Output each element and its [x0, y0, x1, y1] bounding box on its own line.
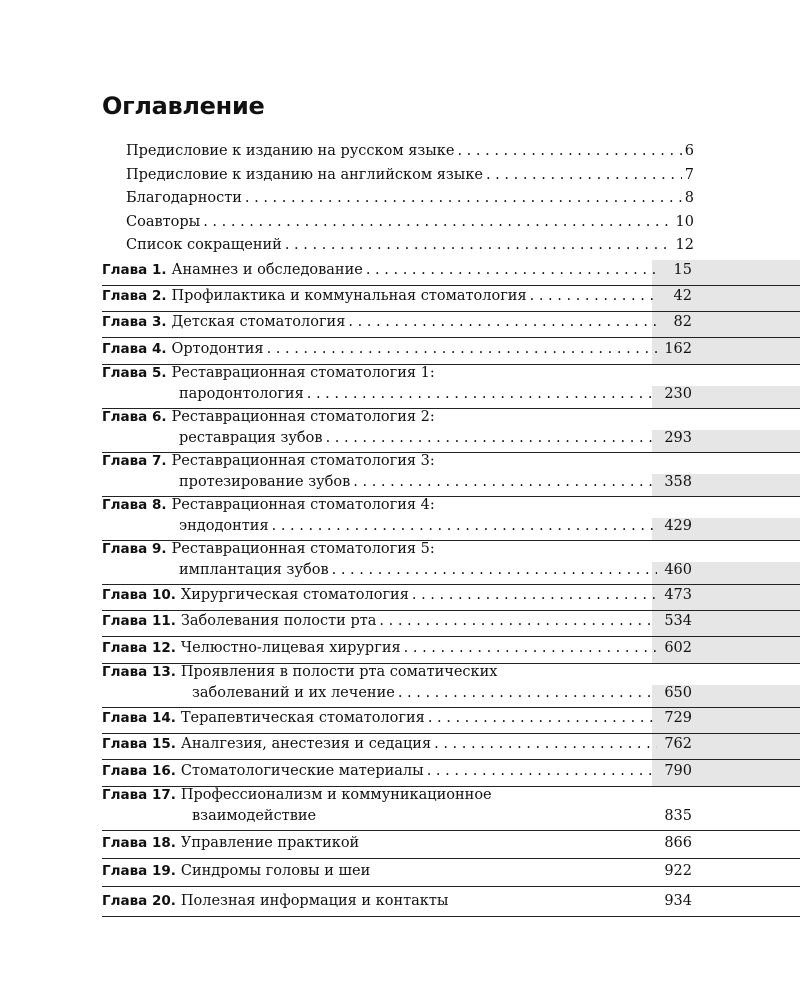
chapter-line — [102, 365, 800, 386]
dot-leader — [379, 613, 657, 629]
chapter-title: Профессионализм и коммуникационное — [180, 787, 492, 803]
chapter-row[interactable] — [102, 453, 800, 497]
chapter-line — [102, 587, 692, 609]
dot-leader — [404, 640, 657, 656]
dot-leader — [428, 710, 657, 726]
page-number: 473 — [664, 587, 692, 603]
page-number: 6 — [684, 143, 694, 159]
chapter-row[interactable] — [102, 409, 800, 453]
chapter-title: Синдромы головы и шеи — [180, 863, 371, 879]
chapter-title: Детская стоматология — [171, 314, 346, 330]
chapter-label: Глава 9. — [102, 541, 167, 557]
page-number: 922 — [664, 863, 692, 879]
chapter-label: Глава 19. — [102, 863, 176, 879]
chapter-line — [102, 262, 692, 284]
chapter-line — [102, 314, 692, 336]
chapter-title: Аналгезия, анестезия и седация — [180, 736, 432, 752]
chapter-row[interactable] — [102, 831, 800, 859]
chapter-line-continued — [102, 562, 692, 584]
chapter-row[interactable] — [102, 585, 800, 611]
chapter-line — [102, 541, 800, 562]
dot-leader — [326, 430, 657, 446]
chapter-row[interactable] — [102, 637, 800, 664]
chapter-row[interactable] — [102, 734, 800, 760]
dot-leader — [203, 214, 672, 230]
chapter-label: Глава 11. — [102, 613, 176, 629]
chapter-title: Стоматологические материалы — [180, 763, 424, 779]
chapter-line — [102, 787, 800, 808]
chapter-title: Челюстно-лицевая хирургия — [180, 640, 401, 656]
chapter-row[interactable] — [102, 760, 800, 787]
front-matter-item[interactable] — [126, 190, 694, 214]
page-number: 12 — [675, 237, 694, 253]
chapter-row[interactable] — [102, 787, 800, 831]
chapter-title: Полезная информация и контакты — [180, 893, 449, 909]
dot-leader — [272, 518, 657, 534]
front-matter-item[interactable] — [126, 214, 694, 238]
dot-leader — [353, 474, 657, 490]
chapter-title: Проявления в полости рта соматических — [180, 664, 498, 680]
dot-leader — [245, 190, 682, 206]
chapter-line — [102, 664, 800, 685]
dot-leader — [427, 763, 657, 779]
chapter-title-continued: эндодонтия — [179, 518, 269, 534]
page-number: 293 — [664, 430, 692, 446]
chapter-line — [102, 409, 800, 430]
page-number: 934 — [664, 893, 692, 909]
chapter-label: Глава 17. — [102, 787, 176, 803]
front-matter-item[interactable] — [126, 237, 694, 261]
chapter-row[interactable] — [102, 541, 800, 585]
chapter-title: Терапевтическая стоматология — [180, 710, 425, 726]
page-number: 866 — [664, 835, 692, 851]
chapter-row[interactable] — [102, 497, 800, 541]
chapter-line — [102, 893, 692, 915]
chapter-label: Глава 13. — [102, 664, 176, 680]
chapter-line-continued — [102, 685, 692, 707]
chapter-label: Глава 7. — [102, 453, 167, 469]
dot-leader — [398, 685, 657, 701]
dot-leader — [434, 736, 657, 752]
chapter-line — [102, 863, 692, 885]
chapter-label: Глава 14. — [102, 710, 176, 726]
chapter-label: Глава 5. — [102, 365, 167, 381]
chapter-line — [102, 736, 692, 758]
dot-leader — [412, 587, 657, 603]
chapter-label: Глава 15. — [102, 736, 176, 752]
chapter-line — [102, 613, 692, 635]
chapter-line — [102, 763, 692, 785]
chapter-line — [102, 497, 800, 518]
chapter-row[interactable] — [102, 859, 800, 887]
page-number: 82 — [673, 314, 692, 330]
entry-title: Предисловие к изданию на русском языке — [126, 143, 455, 159]
dot-leader — [348, 314, 657, 330]
page-title: Оглавление — [102, 92, 265, 120]
chapter-line — [102, 640, 692, 662]
chapter-title: Реставрационная стоматология 3: — [171, 453, 435, 469]
dot-leader — [486, 167, 682, 183]
front-matter-list — [126, 143, 694, 261]
chapter-line — [102, 288, 692, 310]
chapter-line-continued — [102, 474, 692, 496]
chapter-label: Глава 1. — [102, 262, 167, 278]
chapter-title-continued: реставрация зубов — [179, 430, 323, 446]
chapter-row[interactable] — [102, 708, 800, 734]
chapter-title: Анамнез и обследование — [171, 262, 363, 278]
chapter-title-continued: заболеваний и их лечение — [192, 685, 395, 701]
chapter-line-continued — [102, 386, 692, 408]
page-number: 42 — [673, 288, 692, 304]
dot-leader — [366, 262, 657, 278]
chapter-row[interactable] — [102, 338, 800, 365]
chapter-label: Глава 20. — [102, 893, 176, 909]
page-number: 650 — [664, 685, 692, 701]
chapter-line — [102, 835, 692, 857]
chapter-title-continued: имплантация зубов — [179, 562, 329, 578]
dot-leader — [307, 386, 657, 402]
chapter-row[interactable] — [102, 286, 800, 312]
chapter-line-continued — [102, 518, 692, 540]
page-number: 835 — [664, 808, 692, 824]
chapter-line-continued — [102, 808, 692, 830]
page-number: 10 — [675, 213, 694, 230]
page-number: 358 — [664, 474, 692, 490]
chapter-row[interactable] — [102, 664, 800, 708]
page-number: 790 — [664, 763, 692, 779]
dot-leader — [267, 341, 657, 357]
entry-title: Предисловие к изданию на английском языке — [126, 166, 483, 183]
dot-leader — [332, 562, 657, 578]
page-number: 460 — [664, 562, 692, 578]
chapter-title: Управление практикой — [180, 835, 360, 851]
page-number: 162 — [664, 341, 692, 357]
page-number: 534 — [664, 613, 692, 629]
chapter-label: Глава 16. — [102, 763, 176, 779]
dot-leader — [530, 288, 657, 304]
page-number: 230 — [664, 386, 692, 402]
front-matter-item[interactable] — [126, 167, 694, 191]
chapter-title: Заболевания полости рта — [180, 613, 377, 629]
page-number: 729 — [664, 710, 692, 726]
chapter-line — [102, 710, 692, 732]
chapter-title-continued: пародонтология — [179, 386, 304, 402]
chapter-label: Глава 4. — [102, 341, 167, 357]
chapter-label: Глава 6. — [102, 409, 167, 425]
entry-title: Список сокращений — [126, 237, 282, 253]
chapter-line — [102, 453, 800, 474]
entry-title: Благодарности — [126, 190, 242, 206]
chapter-label: Глава 3. — [102, 314, 167, 330]
chapter-title: Хирургическая стоматология — [180, 587, 409, 603]
chapter-row[interactable] — [102, 365, 800, 409]
chapter-row[interactable] — [102, 611, 800, 637]
chapter-title: Реставрационная стоматология 2: — [171, 409, 435, 425]
page-number: 7 — [684, 166, 694, 183]
chapter-title: Реставрационная стоматология 4: — [171, 497, 435, 513]
chapter-row[interactable] — [102, 887, 800, 917]
chapter-label: Глава 18. — [102, 835, 176, 851]
chapter-title-continued: взаимодействие — [192, 808, 317, 824]
dot-leader — [285, 237, 673, 253]
page-number: 762 — [664, 736, 692, 752]
page-number: 8 — [684, 190, 694, 206]
entry-title: Соавторы — [126, 213, 201, 230]
chapter-title: Профилактика и коммунальная стоматология — [171, 288, 527, 304]
chapter-list — [102, 260, 800, 917]
chapter-label: Глава 10. — [102, 587, 176, 603]
chapter-line — [102, 341, 692, 363]
dot-leader — [457, 143, 681, 159]
chapter-row[interactable] — [102, 260, 800, 286]
chapter-label: Глава 8. — [102, 497, 167, 513]
chapter-title: Реставрационная стоматология 5: — [171, 541, 435, 557]
page-number: 602 — [664, 640, 692, 656]
chapter-label: Глава 12. — [102, 640, 176, 656]
chapter-label: Глава 2. — [102, 288, 167, 304]
chapter-line-continued — [102, 430, 692, 452]
chapter-row[interactable] — [102, 312, 800, 338]
page-number: 429 — [664, 518, 692, 534]
chapter-title: Ортодонтия — [171, 341, 264, 357]
page-number: 15 — [673, 262, 692, 278]
chapter-title: Реставрационная стоматология 1: — [171, 365, 435, 381]
chapter-title-continued: протезирование зубов — [179, 474, 351, 490]
front-matter-item[interactable] — [126, 143, 694, 167]
